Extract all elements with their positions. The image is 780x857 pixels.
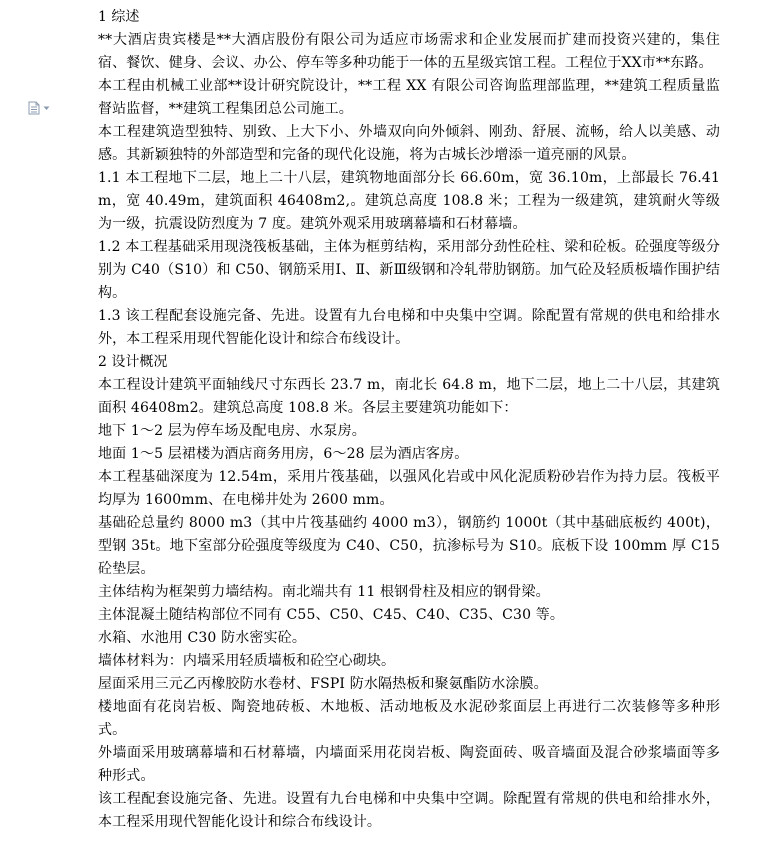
- section-heading: 2 设计概况: [98, 354, 168, 370]
- paragraph: 该工程配套设施完备、先进。设置有九台电梯和中央集中空调。除配置有常规的供电和给排水外，本工程采用现代智能化设计和综合布线设计。: [98, 791, 720, 830]
- document-body: [98, 6, 720, 834]
- section-heading: 1 综述: [98, 9, 140, 25]
- paragraph-marker[interactable]: [28, 100, 58, 116]
- paragraph: 外墙面采用玻璃幕墙和石材幕墙，内墙面采用花岗岩板、陶瓷面砖、吸音墙面及混合砂浆墙面等多种形式。: [98, 745, 720, 784]
- paragraph: 水箱、水池用 C30 防水密实砼。: [98, 630, 306, 646]
- paragraph: 1.1 本工程地下二层，地上二十八层，建筑物地面部分长 66.60m，宽 36.10m，上部最长 76.41m，宽 40.49m，建筑面积 46408m2,。建筑总高度 108.8 米；工程为一级建筑，建筑耐火等级为一级，抗震设防烈度为 7 度。建筑外观采用玻璃幕墙和石材幕墙。: [98, 170, 720, 232]
- paragraph: 楼地面有花岗岩板、陶瓷地砖板、木地板、活动地板及水泥砂浆面层上再进行二次装修等多种形式。: [98, 699, 720, 738]
- paragraph: 主体结构为框架剪力墙结构。南北端共有 11 根钢骨柱及相应的钢骨梁。: [98, 584, 550, 600]
- paragraph: **大酒店贵宾楼是**大酒店股份有限公司为适应市场需求和企业发展而扩建而投资兴建的，集住宿、餐饮、健身、会议、办公、停车等多种功能于一体的五星级宾馆工程。工程位于XX市**东路。: [98, 32, 720, 71]
- paragraph: 本工程由机械工业部**设计研究院设计，**工程 XX 有限公司咨询监理部监理，**建筑工程质量监督站监督，**建筑工程集团总公司施工。: [98, 78, 720, 117]
- paragraph: 基础砼总量约 8000 m3（其中片筏基础约 4000 m3），钢筋约 1000t（其中基础底板约 400t)，型钢 35t。地下室部分砼强度等级度为 C40、C50，抗渗标号为 S10。底板下设 100mm 厚 C15 砼垫层。: [98, 515, 720, 577]
- paragraph: 1.3 该工程配套设施完备、先进。设置有九台电梯和中央集中空调。除配置有常规的供电和给排水外，本工程采用现代智能化设计和综合布线设计。: [98, 308, 720, 347]
- paragraph: 屋面采用三元乙丙橡胶防水卷材、FSPI 防水隔热板和聚氨酯防水涂膜。: [98, 676, 548, 692]
- document-paragraph-icon: [28, 101, 40, 115]
- paragraph: 本工程建筑造型独特、别致、上大下小、外墙双向向外倾斜、刚劲、舒展、流畅，给人以美感、动感。其新颖独特的外部造型和完备的现代化设施，将为古城长沙增添一道亮丽的风景。: [98, 124, 720, 163]
- paragraph: 本工程基础深度为 12.54m，采用片筏基础，以强风化岩或中风化泥质粉砂岩作为持力层。筏板平均厚为 1600mm、在电梯井处为 2600 mm。: [98, 469, 720, 508]
- paragraph: 本工程设计建筑平面轴线尺寸东西长 23.7 m，南北长 64.8 m，地下二层，地上二十八层，其建筑面积 46408m2。建筑总高度 108.8 米。各层主要建筑功能如下：: [98, 377, 720, 416]
- paragraph: 墙体材料为：内墙采用轻质墙板和砼空心砌块。: [98, 653, 396, 669]
- paragraph: 地面 1～5 层裙楼为酒店商务用房，6～28 层为酒店客房。: [98, 446, 469, 462]
- paragraph: 1.2 本工程基础采用现浇筏板基础，主体为框剪结构，采用部分劲性砼柱、梁和砼板。砼强度等级分别为 C40（S10）和 C50、钢筋采用Ⅰ、Ⅱ、新Ⅲ级钢和冷轧带肋钢筋。加气砼及轻质板墙作围护结构。: [98, 239, 720, 301]
- chevron-down-icon[interactable]: [43, 106, 50, 111]
- paragraph: 地下 1～2 层为停车场及配电房、水泵房。: [98, 423, 366, 439]
- paragraph: 主体混凝土随结构部位不同有 C55、C50、C45、C40、C35、C30 等。: [98, 607, 565, 623]
